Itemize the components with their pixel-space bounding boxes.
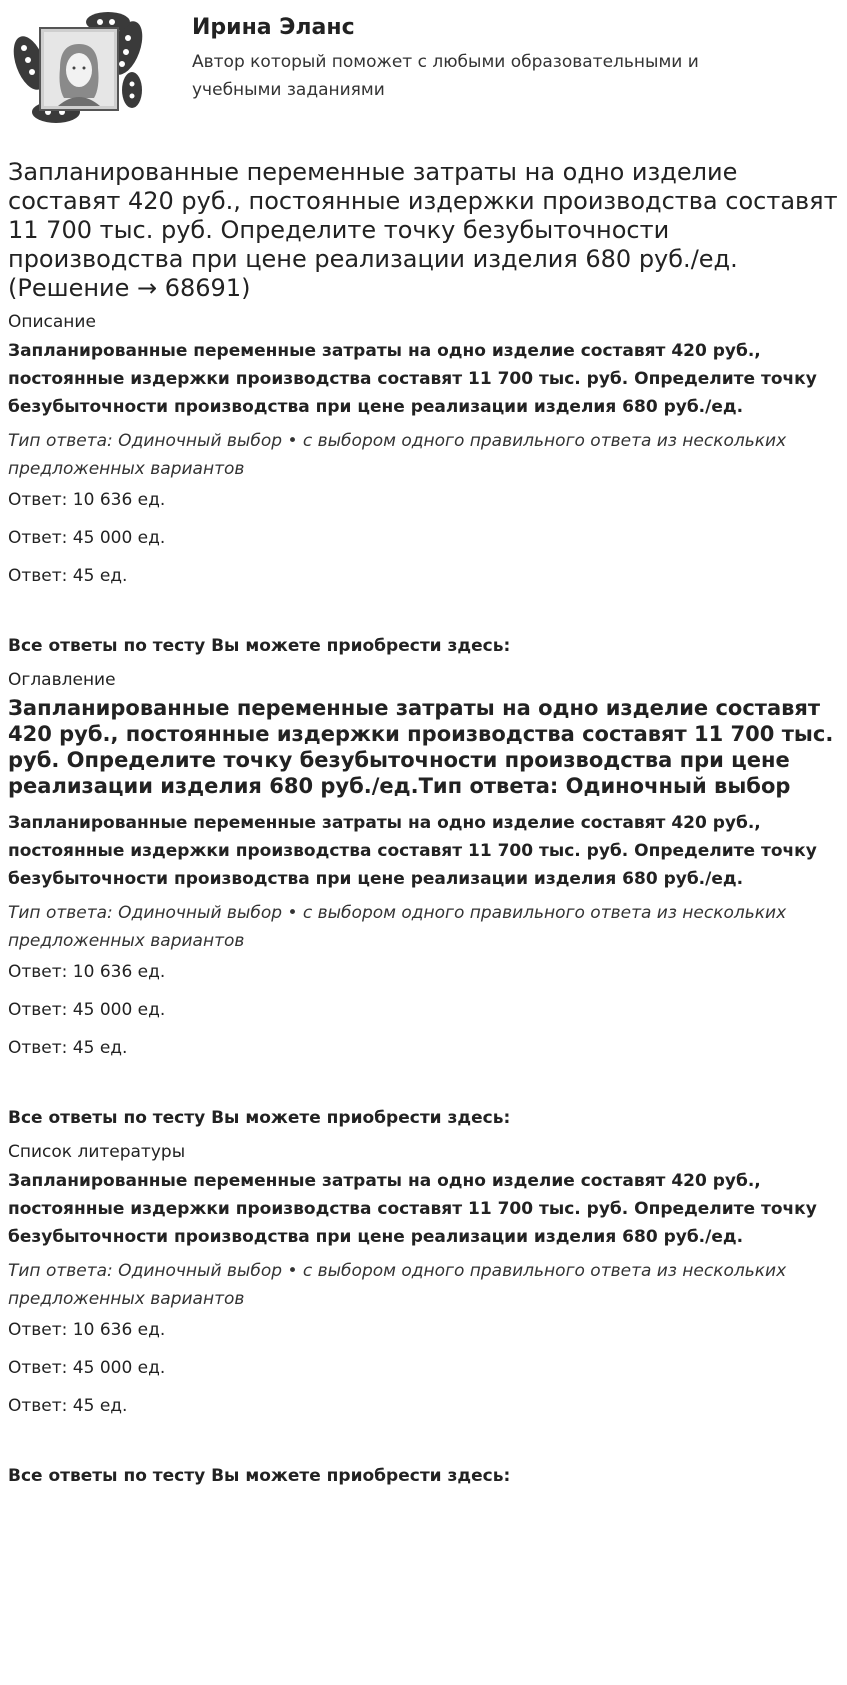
answer-item: Ответ: 45 ед. — [8, 1038, 128, 1058]
contents-heading: Запланированные переменные затраты на одно изделие составят 420 руб., постоянные издержки производства составят 11 700 тыс. руб. Определите точку безубыточности производства при цене реализации изделия 680 руб./ед.Тип ответа: Одиночный выбор — [8, 696, 834, 798]
literature-section — [8, 1141, 839, 1487]
answer-item: Ответ: 45 000 ед. — [8, 528, 166, 548]
answer-type: Тип ответа: Одиночный выбор • с выбором одного правильного ответа из нескольких предложенных вариантов — [8, 431, 787, 479]
answer-item: Ответ: 45 000 ед. — [8, 1358, 166, 1378]
answer-type: Тип ответа: Одиночный выбор • с выбором одного правильного ответа из нескольких предложенных вариантов — [8, 1261, 787, 1309]
buy-link[interactable]: Все ответы по тесту Вы можете приобрести здесь: — [8, 636, 511, 656]
answer-item: Ответ: 10 636 ед. — [8, 1320, 166, 1340]
description-section — [8, 311, 839, 657]
answers-list — [8, 489, 839, 587]
answer-item: Ответ: 45 ед. — [8, 1396, 128, 1416]
answers-list — [8, 1319, 839, 1417]
question-text: Запланированные переменные затраты на одно изделие составят 420 руб., постоянные издержки производства составят 11 700 тыс. руб. Определите точку безубыточности производства при цене реализации изделия 680 руб./ед. — [8, 813, 817, 889]
question-text: Запланированные переменные затраты на одно изделие составят 420 руб., постоянные издержки производства составят 11 700 тыс. руб. Определите точку безубыточности производства при цене реализации изделия 680 руб./ед. — [8, 1171, 817, 1247]
answers-list — [8, 961, 839, 1059]
page-title: Запланированные переменные затраты на одно изделие составят 420 руб., постоянные издержки производства составят 11 700 тыс. руб. Определите точку безубыточности производства при цене реализации изделия 680 руб./ед. (Решение → 68691) — [8, 158, 838, 302]
author-description: Автор который поможет с любыми образовательными и учебными заданиями — [192, 52, 699, 100]
author-avatar — [8, 8, 148, 126]
author-name[interactable]: Ирина Эланс — [192, 15, 355, 40]
answer-item: Ответ: 10 636 ед. — [8, 962, 166, 982]
author-info — [192, 8, 782, 104]
answer-item: Ответ: 10 636 ед. — [8, 490, 166, 510]
question-text: Запланированные переменные затраты на одно изделие составят 420 руб., постоянные издержки производства составят 11 700 тыс. руб. Определите точку безубыточности производства при цене реализации изделия 680 руб./ед. — [8, 341, 817, 417]
section-label-literature: Список литературы — [8, 1142, 186, 1162]
author-header — [8, 0, 839, 138]
buy-link[interactable]: Все ответы по тесту Вы можете приобрести здесь: — [8, 1466, 511, 1486]
answer-item: Ответ: 45 000 ед. — [8, 1000, 166, 1020]
answer-item: Ответ: 45 ед. — [8, 566, 128, 586]
answer-type: Тип ответа: Одиночный выбор • с выбором одного правильного ответа из нескольких предложенных вариантов — [8, 903, 787, 951]
section-label-description: Описание — [8, 312, 96, 332]
section-label-contents: Оглавление — [8, 670, 116, 690]
contents-section — [8, 669, 839, 1129]
buy-link[interactable]: Все ответы по тесту Вы можете приобрести здесь: — [8, 1108, 511, 1128]
